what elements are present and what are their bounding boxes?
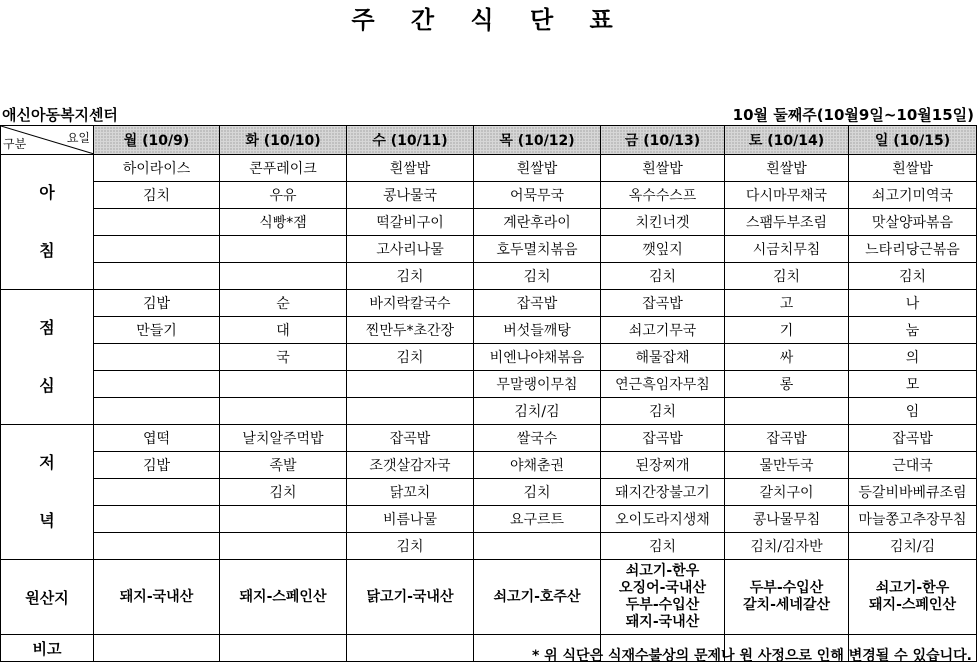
menu-item: 콩나물국	[347, 182, 474, 209]
menu-item: 김치	[725, 263, 849, 290]
menu-item: 옥수수스프	[601, 182, 725, 209]
menu-row	[1, 209, 977, 236]
menu-item: 김치/김자반	[725, 533, 849, 560]
menu-item: 김치	[94, 182, 220, 209]
menu-item: 김치	[474, 263, 601, 290]
menu-item: 야채춘권	[474, 452, 601, 479]
menu-item: 흰쌀밥	[601, 155, 725, 182]
menu-item: 대	[220, 317, 347, 344]
menu-item: 깻잎지	[601, 236, 725, 263]
menu-item: 떡갈비구이	[347, 209, 474, 236]
day-header: 일 (10/15)	[849, 126, 977, 155]
menu-item	[94, 506, 220, 533]
menu-item: 김치/김	[849, 533, 977, 560]
menu-item	[94, 479, 220, 506]
menu-item: 김치	[601, 533, 725, 560]
origin-line: 오징어-국내산	[619, 580, 706, 596]
origin-cell	[601, 560, 725, 635]
menu-item	[94, 236, 220, 263]
menu-item: 맛살양파볶음	[849, 209, 977, 236]
remark-cell	[347, 635, 474, 662]
menu-item: 김치	[474, 479, 601, 506]
menu-item: 김치	[347, 263, 474, 290]
origin-line: 쇠고기-한우	[625, 563, 700, 579]
menu-row	[1, 263, 977, 290]
menu-row	[1, 236, 977, 263]
header-row	[1, 126, 977, 155]
menu-item: 임	[849, 398, 977, 425]
menu-row	[1, 533, 977, 560]
menu-item: 김밥	[94, 290, 220, 317]
weekly-menu-table	[0, 125, 977, 662]
origin-line: 돼지-국내산	[119, 588, 194, 605]
remark-label: 비고	[1, 635, 94, 662]
menu-item: 엽떡	[94, 425, 220, 452]
menu-item: 조갯살감자국	[347, 452, 474, 479]
remark-cell	[220, 635, 347, 662]
menu-item: 흰쌀밥	[849, 155, 977, 182]
origin-cell	[725, 560, 849, 635]
remark-cell	[94, 635, 220, 662]
menu-item	[347, 371, 474, 398]
menu-item: 잡곡밥	[601, 425, 725, 452]
menu-item: 근대국	[849, 452, 977, 479]
menu-item: 잡곡밥	[849, 425, 977, 452]
menu-body	[1, 155, 977, 560]
day-header: 목 (10/12)	[474, 126, 601, 155]
origin-cell	[347, 560, 474, 635]
menu-item: 스팸두부조림	[725, 209, 849, 236]
menu-item	[94, 533, 220, 560]
menu-row	[1, 344, 977, 371]
corner-right-label: 요일	[66, 131, 90, 145]
footnote: * 위 식단은 식재수불상의 문제나 원 사정으로 인해 변경될 수 있습니다.	[531, 648, 972, 664]
corner-cell	[1, 126, 94, 155]
meal-label-top: 아	[39, 183, 55, 202]
origin-cell	[849, 560, 977, 635]
menu-item: 닭꼬치	[347, 479, 474, 506]
menu-item: 고사리나물	[347, 236, 474, 263]
menu-item: 흰쌀밥	[347, 155, 474, 182]
page-title: 주 간 식 단 표	[351, 6, 627, 34]
corner-left-label: 구분	[3, 137, 27, 151]
week-range: 10월 둘째주(10월9일~10월15일)	[732, 106, 974, 124]
day-header: 월 (10/9)	[94, 126, 220, 155]
origin-line: 갈치-세네갈산	[743, 597, 830, 613]
menu-item: 잡곡밥	[601, 290, 725, 317]
menu-item: 모	[849, 371, 977, 398]
menu-row	[1, 506, 977, 533]
menu-item: 김치	[347, 533, 474, 560]
origin-line: 쇠고기-호주산	[493, 588, 581, 605]
menu-item: 식빵*잼	[220, 209, 347, 236]
menu-item: 김치	[220, 479, 347, 506]
origin-cell	[220, 560, 347, 635]
menu-row	[1, 479, 977, 506]
menu-item: 쌀국수	[474, 425, 601, 452]
origin-line: 두부-수입산	[625, 597, 700, 613]
menu-item: 콩나물무침	[725, 506, 849, 533]
menu-item: 하이라이스	[94, 155, 220, 182]
origin-line: 두부-수입산	[749, 580, 824, 596]
origin-cell	[474, 560, 601, 635]
menu-item: 의	[849, 344, 977, 371]
menu-row	[1, 290, 977, 317]
day-header: 금 (10/13)	[601, 126, 725, 155]
origin-line: 돼지-스페인산	[239, 588, 327, 605]
menu-item: 고	[725, 290, 849, 317]
meal-label-top: 점	[39, 318, 55, 337]
menu-item: 돼지간장불고기	[601, 479, 725, 506]
day-header: 화 (10/10)	[220, 126, 347, 155]
menu-item: 연근흑임자무침	[601, 371, 725, 398]
meal-label-top: 저	[39, 453, 55, 472]
meal-label-cell	[1, 155, 94, 290]
menu-item: 쇠고기미역국	[849, 182, 977, 209]
center-name: 애신아동복지센터	[2, 106, 118, 124]
menu-item	[220, 506, 347, 533]
menu-item: 족발	[220, 452, 347, 479]
menu-item	[94, 344, 220, 371]
menu-item: 다시마무채국	[725, 182, 849, 209]
menu-item: 바지락칼국수	[347, 290, 474, 317]
menu-item: 무말랭이무침	[474, 371, 601, 398]
menu-item	[474, 533, 601, 560]
menu-item: 국	[220, 344, 347, 371]
menu-item: 싸	[725, 344, 849, 371]
menu-item: 콘푸레이크	[220, 155, 347, 182]
day-header: 수 (10/11)	[347, 126, 474, 155]
menu-item: 잡곡밥	[347, 425, 474, 452]
origin-cell	[94, 560, 220, 635]
menu-item: 김치	[601, 398, 725, 425]
menu-row	[1, 398, 977, 425]
menu-item: 비름나물	[347, 506, 474, 533]
menu-item: 김치/김	[474, 398, 601, 425]
menu-row	[1, 371, 977, 398]
origin-line: 쇠고기-한우	[875, 580, 950, 596]
menu-item: 김치	[601, 263, 725, 290]
menu-item	[220, 263, 347, 290]
menu-item	[725, 398, 849, 425]
menu-item: 시금치무침	[725, 236, 849, 263]
menu-item	[220, 371, 347, 398]
menu-item: 오이도라지생채	[601, 506, 725, 533]
menu-item: 김치	[849, 263, 977, 290]
meal-label-bottom: 녁	[39, 511, 55, 530]
menu-row	[1, 425, 977, 452]
menu-row	[1, 317, 977, 344]
origin-line: 돼지-국내산	[625, 614, 700, 630]
menu-item: 버섯들깨탕	[474, 317, 601, 344]
menu-item: 해물잡채	[601, 344, 725, 371]
menu-item: 기	[725, 317, 849, 344]
origin-line: 닭고기-국내산	[366, 588, 454, 605]
menu-item: 어묵무국	[474, 182, 601, 209]
menu-item: 등갈비바베큐조림	[849, 479, 977, 506]
menu-item: 된장찌개	[601, 452, 725, 479]
menu-item: 김치	[347, 344, 474, 371]
menu-item: 느타리당근볶음	[849, 236, 977, 263]
menu-item: 치킨너겟	[601, 209, 725, 236]
menu-item	[347, 398, 474, 425]
menu-item: 김밥	[94, 452, 220, 479]
menu-item: 잡곡밥	[725, 425, 849, 452]
menu-item: 만들기	[94, 317, 220, 344]
menu-item	[94, 263, 220, 290]
menu-item: 물만두국	[725, 452, 849, 479]
meal-label-cell	[1, 425, 94, 560]
menu-item: 우유	[220, 182, 347, 209]
menu-row	[1, 452, 977, 479]
menu-item: 롱	[725, 371, 849, 398]
origin-label: 원산지	[1, 560, 94, 635]
menu-item: 요구르트	[474, 506, 601, 533]
origin-line: 돼지-스페인산	[869, 597, 956, 613]
menu-item: 쇠고기무국	[601, 317, 725, 344]
menu-item	[220, 533, 347, 560]
menu-item: 계란후라이	[474, 209, 601, 236]
meal-label-bottom: 침	[39, 241, 55, 260]
menu-item: 흰쌀밥	[474, 155, 601, 182]
menu-item: 갈치구이	[725, 479, 849, 506]
menu-item: 순	[220, 290, 347, 317]
menu-item: 비엔나야채볶음	[474, 344, 601, 371]
menu-row	[1, 182, 977, 209]
menu-item: 마늘쫑고추장무침	[849, 506, 977, 533]
menu-row	[1, 155, 977, 182]
menu-item	[220, 236, 347, 263]
menu-item	[220, 398, 347, 425]
menu-item: 잡곡밥	[474, 290, 601, 317]
menu-item	[94, 398, 220, 425]
menu-item: 찐만두*초간장	[347, 317, 474, 344]
meal-label-bottom: 심	[39, 376, 55, 395]
menu-item: 눔	[849, 317, 977, 344]
menu-item: 흰쌀밥	[725, 155, 849, 182]
meal-label-cell	[1, 290, 94, 425]
menu-item	[94, 371, 220, 398]
day-header: 토 (10/14)	[725, 126, 849, 155]
origin-row	[1, 560, 977, 635]
menu-item: 날치알주먹밥	[220, 425, 347, 452]
menu-item: 호두멸치볶음	[474, 236, 601, 263]
menu-item	[94, 209, 220, 236]
menu-item: 나	[849, 290, 977, 317]
